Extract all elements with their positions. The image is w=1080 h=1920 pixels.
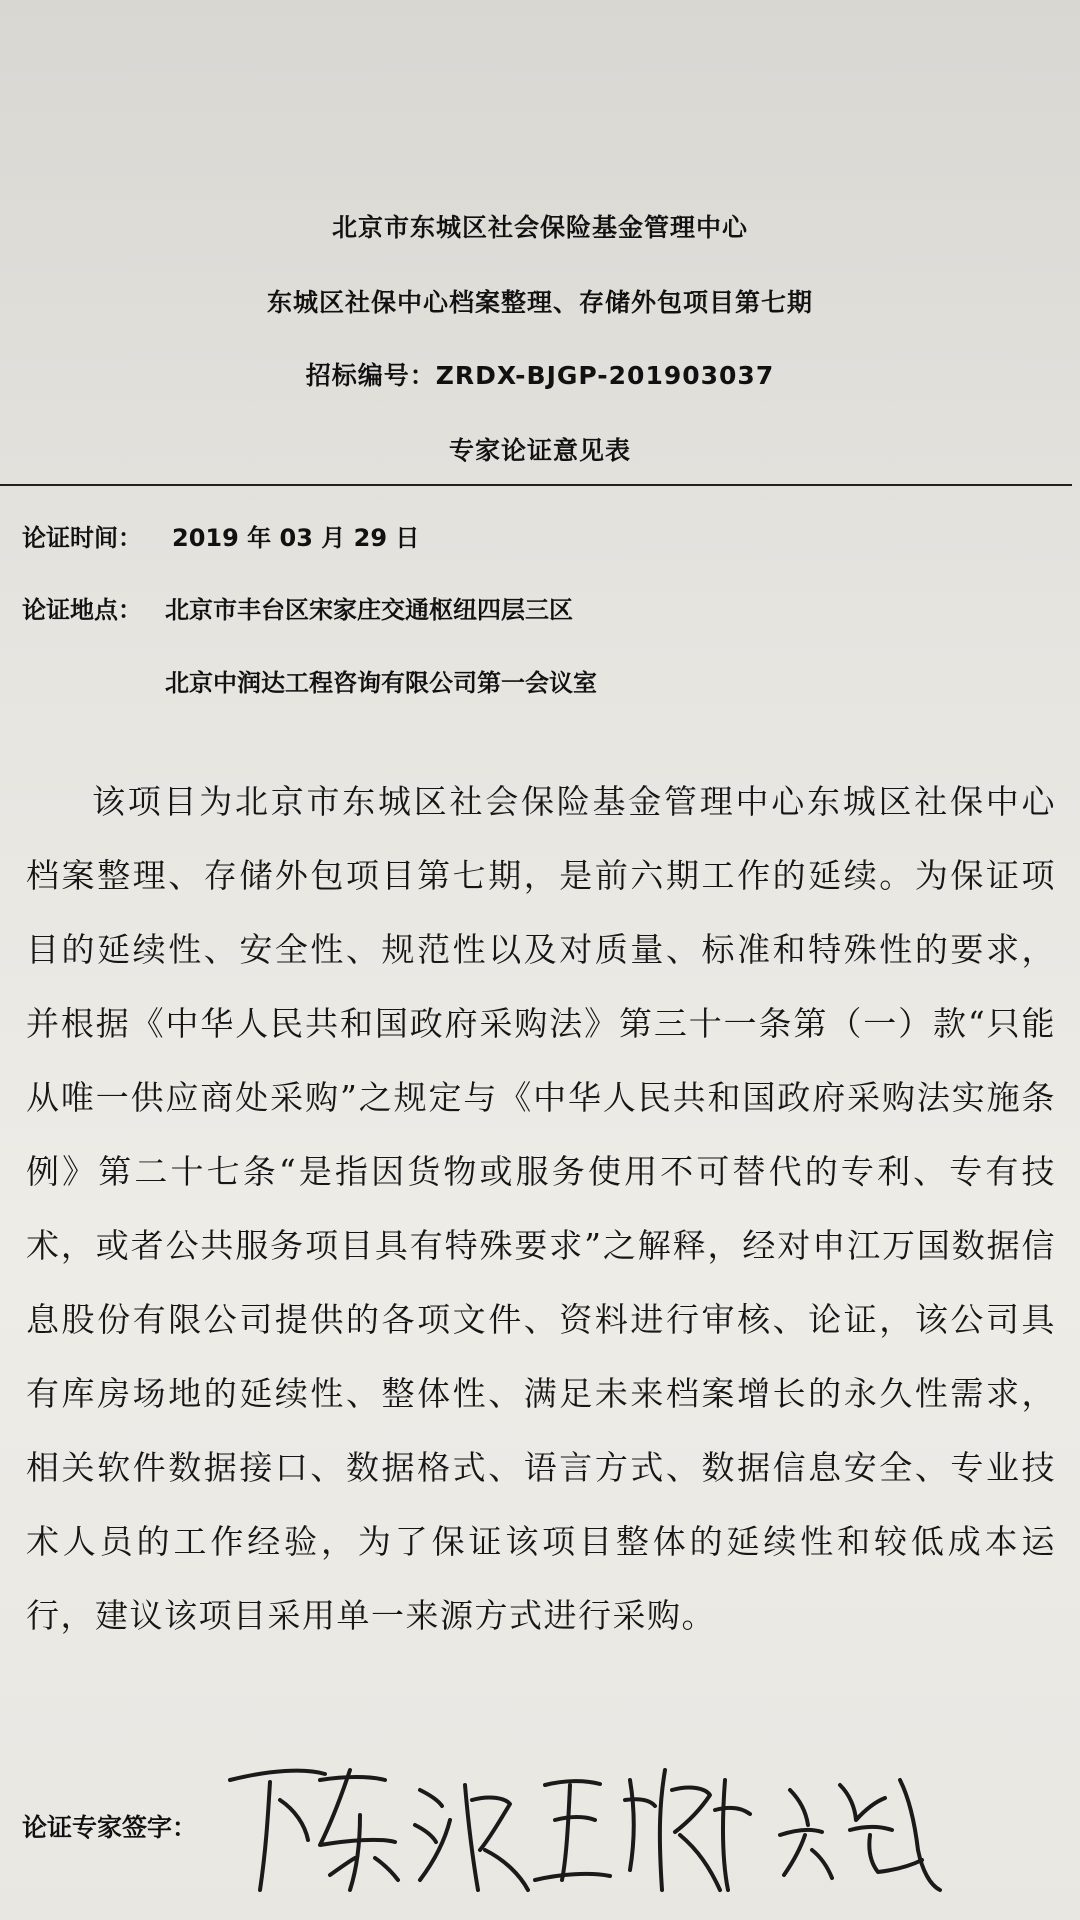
bid-number: 招标编号：ZRDX-BJGP-201903037 bbox=[305, 361, 775, 390]
time-value: 2019 年 03 月 29 日 bbox=[172, 524, 420, 552]
header-divider bbox=[0, 484, 1072, 486]
org-title: 北京市东城区社会保险基金管理中心 bbox=[331, 213, 748, 242]
signature-1 bbox=[230, 1770, 528, 1890]
signature-3 bbox=[780, 1780, 940, 1890]
project-title: 东城区社保中心档案整理、存储外包项目第七期 bbox=[266, 288, 813, 317]
handwritten-signatures bbox=[210, 1740, 950, 1900]
place-label: 论证地点： bbox=[22, 596, 142, 624]
signature-label: 论证专家签字： bbox=[22, 1813, 198, 1842]
time-label: 论证时间： bbox=[22, 524, 142, 552]
place-line-1: 北京市丰台区宋家庄交通枢纽四层三区 bbox=[165, 596, 573, 624]
signature-2 bbox=[535, 1770, 750, 1890]
opinion-paragraph: 该项目为北京市东城区社会保险基金管理中心东城区社保中心档案整理、存储外包项目第七期，是前六期工作的延续。为保证项目的延续性、安全性、规范性以及对质量、标准和特殊性的要求，并根据《中华人民共和国政府采购法》第三十一条第（一）款“只能从唯一供应商处采购”之规定与《中华人民共和国政府采购法实施条例》第二十七条“是指因货物或服务使用不可替代的专利、专有技术，或者公共服务项目具有特殊要求”之解释，经对申江万国数据信息股份有限公司提供的各项文件、资料进行审核、论证，该公司具有库房场地的延续性、整体性、满足未来档案增长的永久性需求，相关软件数据接口、数据格式、语言方式、数据信息安全、专业技术人员的工作经验，为了保证该项目整体的延续性和较低成本运行，建议该项目采用单一来源方式进行采购。 bbox=[26, 782, 1056, 1635]
place-line-2: 北京中润达工程咨询有限公司第一会议室 bbox=[165, 669, 597, 697]
form-title: 专家论证意见表 bbox=[448, 436, 631, 465]
